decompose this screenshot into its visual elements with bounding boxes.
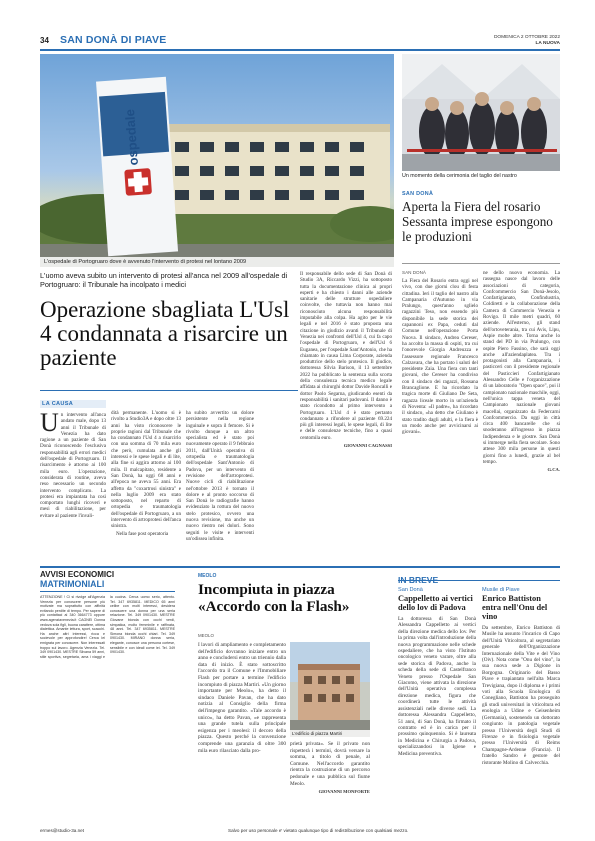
ceremony-photo <box>402 54 560 171</box>
avvisi-text: ATTENZIONE ! Ci si rivolge all'Agenzia Venezia per conoscere persone più motivate ma soprattutto con affinità evitando perdite di tempo. Per sapere di più contattaci al 340 3664773 oppure www.agenziavenezia.it CAGNEI Donna vedova sola figli, buona carattere, ottima dialettica. Amante lettura, sport, scacchi. Ha anche altri interessi, ricca e socievole per approfondire! Cerca lei emigrata per conoscere. Non interessati troppo sul lavoro. Agenzia Venezia. Tel. 349 0901430. MESTRE Silvana 59 anni, stile sportiva, segretaria, ama i viaggi e la cucina. Cerca uomo serio, attento. Tel. 347 6935811. MEDICO 65 anni celibe con molti interessi, desidera conoscere una donna per una seria relazione. Tel. 349 0901430. MESTRE Giovane bionda con occhi verdi, simpatica, molto femminile e raffinata, 48 anni. Tel. 347 6935811. MESTRE Simona bionda occhi chiari. Tel. 349 0901430. MIRANO donna seria, elegante, conosce una persona cortese, sensibile e con ideali come lei. Tel. 349 0901430. <box>40 595 175 659</box>
main-col3: ha subito avvertito un dolore persistente nella regione inguinale e sopra il femore. Si è rivolto dunque a un altro specialista ed è stato poi nuovamente operato il 9 febbraio 2011, dall'Unità operativa di ortopedia e traumatologia dell'ospedale Sant'Antonio di Padova, per un intervento di revisione dell'artroprotesi. Nuove cicli di riabilitazione nel'ottobre 2013 è tornato il dolore e al pronto soccorso di San Donà le radiografie hanno evidenziato la rottura del nuovo stelo protesico, ovvero una nuova revisione, ma anche un nuovo rientro nei dolori. Sono seguiti le visite e interventi un'odissea infinita. <box>186 410 254 542</box>
fiera-label2: SAN DONÀ <box>402 270 426 275</box>
breve-item2-category: Musile di Piave <box>482 587 520 593</box>
main-label: LA CAUSA <box>40 400 106 408</box>
in-breve-header <box>398 570 560 585</box>
fiera-col2-text: ne dello nuovo economia. La rassegna nasce dal lavoro delle associazioni di categoria, Confcommercio San Donà-Jesolo, Confartigianato, Confindustria, Coldiretti e la collaborazione della Camera di Commercio Venezia e Rovigo. Il mile metri quadri, 60 aziende. All'esterno, gli stand dell'ortoveterania, tra cui Avis, Lipu, Aspie molte altre. Torna anche lo stand del PD in via Pralungo, con ospite Piero Fassino, che sarà oggi anche all'aziendaplatea. Tra i protagonisti alla Campanaria, i pasticceri con il presidente regionale del Pasticcieri Confartigianato Alessandro Celle e l'organizzazione di un laboratorio "Open space", poi il campionato nazionale maschile, oggi, nell'unica tappa veneta del Campionato nazionale giovani macellai, organizzato da Federcarni Confcommercio. Da oggi in città circa 400 bancarelle che si snoderanno all'ingresso in piazza Indipendenza e le giostre. San Donà si immerge nella fiera secolare. Sono attese 300 mila persone in questi giorni fino a lunedì, grazie al bel tempo. <box>483 270 560 465</box>
hospital-illustration <box>40 54 394 267</box>
fiera-col2 <box>483 270 560 474</box>
dropcap: U <box>40 408 59 437</box>
accordo-label2: MEOLO <box>198 633 214 638</box>
accordo-col2 <box>290 741 370 796</box>
main-col4-signature: GIOVANNI CAGNASSI <box>343 443 392 449</box>
in-breve-title: IN BREVE <box>398 575 439 585</box>
footer-center: Salvo per uso personale e' vietato qualunque tipo di redistribuzione con qualsiasi mezzo. <box>228 828 409 833</box>
main-headline: Operazione sbagliata L'Usl 4 condannata a risarcire un paziente <box>40 297 290 370</box>
main-photo-caption: L'ospedale di Portogruaro dove è avvenuto l'intervento di protesi nel lontano 2009 <box>40 257 394 267</box>
accordo-col2-text: prietà privata». Se il privato non rispetterà i termini, dovrà versare la somma, a titolo di penale, al Comune. Nell'accordo garantito rientra la costruzione di un percorso pedonale e una pubblica sul fiume Meolo. <box>290 741 370 787</box>
breve-item1-text: La dottoressa di San Donà Alessandra Cappelletto ai vertici della direzione medica dello Iov. Per la prima volta dall'introduzione della nuova programmazione nelle schede ospedaliere, che ha visto l'Istituto oncologico veneto varare, oltre alla sede storica di Padova, anche la scheda della sede di Castelfranco Veneto presso l'Ospedale San Giacomo, viene attivata la direzione dell'Unità operativa complessa direzione medica, figura che coordinerà tutte le attività assistenziali nelle diverse sedi. La dottoressa Alessandra Cappelletto, 51 anni, di San Donà, ha firmato il contratto ed è in carica per il prossimo quinquennio. Si è laureata in Medicina e Chirurgia a Padova, specializzandosi in Igiene e Medicina preventiva. <box>398 616 476 757</box>
avvisi-box <box>40 570 175 810</box>
main-headline-rule <box>40 390 298 391</box>
breve-item1-category: San Donà <box>398 587 423 593</box>
accordo-headline: Incompiuta in piazza «Accordo con la Flash» <box>198 581 350 615</box>
piazza-photo-caption: L'edificio di piazza Martiri <box>290 730 370 737</box>
avvisi-title-big: MATRIMONIALI <box>40 579 175 592</box>
page-header <box>40 34 560 48</box>
main-col1-text: Un intervento all'anca andato male, dopo 13 anni il Tribunale di Venezia ha dato ragione a un paziente di San Donà riconoscendo l'esclusiva responsabilità agli errori medici dell'ospedale di Portogruaro. Il risarcimento è attorno ai 100 mila euro. L'operazione, considerata di routine, aveva reso necessario un secondo intervento complicato. La protesi era impiantata ha così comportato lunghi ricoveri e mesi di riabilitazione, per evitare al paziente l'invali- <box>40 408 106 519</box>
fiera-label: SAN DONÀ <box>402 191 434 197</box>
main-col2b-text: Nella fase post operatoria <box>116 530 169 537</box>
breve-item1-title: Cappelletto ai vertici dello lov di Padova <box>398 594 473 612</box>
page-number: 34 <box>40 36 49 45</box>
breve-item-2 <box>482 587 560 766</box>
accordo-col1: I lavori di ampliamento e completamento dell'edificio dovranno iniziare entro un anno e concludersi entro un triennio dalla data di inizio. È stato sottoscritto l'accordo tra il Comune e l'Immobiliare Flash per portare a termine l'edificio incompiuto di piazza Martiri. «Un giorno importante per Meolo», ha detto il sindaco Daniele Pavan, che ha dato notizia al Consiglio della firma dell'impegno garantito. «Tale accordo è unico», ha detto Pavan, «e rappresenta una grande tutela sulla principale esigenza per i meolesi: il decoro della piazza. Questo perché la convenzione comprende una garanzia di oltre 300 mila euro rilasciato dalla pro- <box>198 642 286 754</box>
fiera-col2-signature: G.CA. <box>547 467 560 473</box>
fiera-rule <box>402 263 560 264</box>
fiera-col1: La Fiera del Rosario entra oggi nel vivo, con due giorni clou di festa cittadina. Ieri il taglio del nastro alla Campanaria d'Autunno in via Pralungo, quest'anno sglielo ragazzini Teso, non essendo più disponibile la sede storica dei capannoni ex Papa, ceduti dal Comune nell'operazione Porta Nuova. Il sindaco, Andrea Cereser, ha accolto la massa di ospiti, tra cui l'onorevole Giorgia Andreuzza e l'assessore regionale Francesco Calzavara, che ha portato i saluti del presidente Zaia. Una fiera con tanti giovani, che Cereser ha condiviso con il sindaco dei ragazzi, Rossana Brancaglione. E ha ricordato la tragica morte di Giuliano De Seta, ragazza liceale morto in un'azienda di Noventa: «Il padre», ha ricordato il sindaco, «ha detto che Giuliano è stato tradito dagli adulti, e la fiera è un modo anche per avvicinarsi ai giovani». <box>402 278 478 436</box>
header-rule <box>40 49 560 51</box>
breve-item2-title: Enrico Battiston entra nell'Onu del vino <box>482 594 548 621</box>
avvisi-title-small: AVVISI ECONOMICI <box>40 570 115 579</box>
footer-left: ermes@studio-3a.net <box>40 828 84 833</box>
section-title: SAN DONÀ DI PIAVE <box>60 34 167 46</box>
breve-item-1 <box>398 587 476 757</box>
bottom-rule <box>40 566 560 568</box>
sign-text: ospedale <box>122 108 141 166</box>
main-col2 <box>111 410 181 537</box>
main-col4 <box>300 271 392 449</box>
header-paper: LA NUOVA <box>535 41 560 46</box>
piazza-photo <box>290 642 370 737</box>
building-illustration <box>290 642 370 737</box>
hospital-photo <box>40 54 394 267</box>
accordo-label: MEOLO <box>198 573 217 579</box>
header-date: DOMENICA 2 OTTOBRE 2022 <box>493 35 560 40</box>
fiera-headline: Aperta la Fiera del rosario Sessanta imprese espongono le produzioni <box>402 199 553 244</box>
ceremony-illustration <box>402 54 560 171</box>
accordo-col2-signature: GIOVANNI MONFORTE <box>318 789 370 795</box>
main-col4-text: Il responsabile dello sede di San Donà di Studio 3A, Riccardo Vizzi, ha sottoposto tutta la documentazione clinica ai propri esperti e ha chiesto i danni alle aziende sanitarie delle strutture ospedaliere coinvolte, che tuttavia non hanno mai riconosciuto alcuna responsabilità imputabile alla colpa. Ha agito per le vie legali e nel 2016 è stato proposta una citazione in giudizio avanti il Tribunale di Venezia nei confronti dell'Usl 4, cui fa capo l'ospedale di Portogruaro, e dell'Usl 6 Euganea, per l'ospedale Sant'Antonio, che ha chiamato in causa Lima Corporate, azienda produttrice dello stelo protesico. Il giudice, dottoressa Silvia Barison, il 13 settembre 2022 ha pubblicato la sentenza sulla scorta della consulenza tecnica medico legale affidata ai chirurghi dottor Davide Roncalli e dottor Paolo Segarna, giudicando esenti da responsabilità i sanitari padovani. Il danno è stato ricondotto al primo intervento a Portogruaro. L'Usl 4 è stato pertanto condannato a rifondere al paziente 69.224 più gli interessi legali, le spese legali, di lite e delle consulenze tecniche, fino a quasi centomila euro. <box>300 271 392 441</box>
main-col2-text: dità permanente. L'uomo si è rivolto a Studio3A e dopo oltre 13 anni ha visto riconoscere le proprie ragioni dal Tribunale che ha condannato l'Usl 4 a risarcirlo con una somma di 70 mila euro che però, cumulata anche gli interessi e le spese legali e di lite, alla fine si aggira attorno ai 100 mila. Il malcapitato, residente a San Donà, ha oggi 68 anni e all'epoca ne aveva 55 anni. Era affetto da "coxartrosi sinistra" e nella luglio 2009 era stato sottoposto, nel reparto di ortopedia e traumatologia dell'ospedale di Portogruaro, a un intervento di artroprotesi dell'anca sinistra. <box>111 410 181 530</box>
ceremony-caption: Un momento della cerimonia del taglio del nastro <box>402 173 517 179</box>
main-col1 <box>40 400 106 519</box>
main-kicker: L'uomo aveva subito un intervento di protesi all'anca nel 2009 all'ospedale di Portogruaro: il Tribunale ha incolpato i medici <box>40 271 288 289</box>
breve-item2-text: Da settembre, Enrico Battiston di Musile ha assunto l'incarico di Capo dell'Unità Viticoltura, al segretariato generale dell'Organizzazione Internazionale della Vite e del Vino (Oiv). Nota come "Onu del vino", la sua nuova sede a Digione in Borgogna. Originario del Basso Piave e trapiantato nell'alta Marca Trevigiana, dopo il diploma e i primi voti alla Scuola Enologica di Conegliano, Battiston ha proseguito gli studi universitari in viticoltura ed enologia a Udine e Geisenheim (Germania), sostenendo un dottorato congiunto in patologia vegetale presso l'Università degli Studi di Firenze e in fisiologia vegetale presso l'Università di Reims Champagne-Ardenne (Francia). Il fratello Sandro è gestore del ristorante Molino di Calvecchia. <box>482 625 560 766</box>
